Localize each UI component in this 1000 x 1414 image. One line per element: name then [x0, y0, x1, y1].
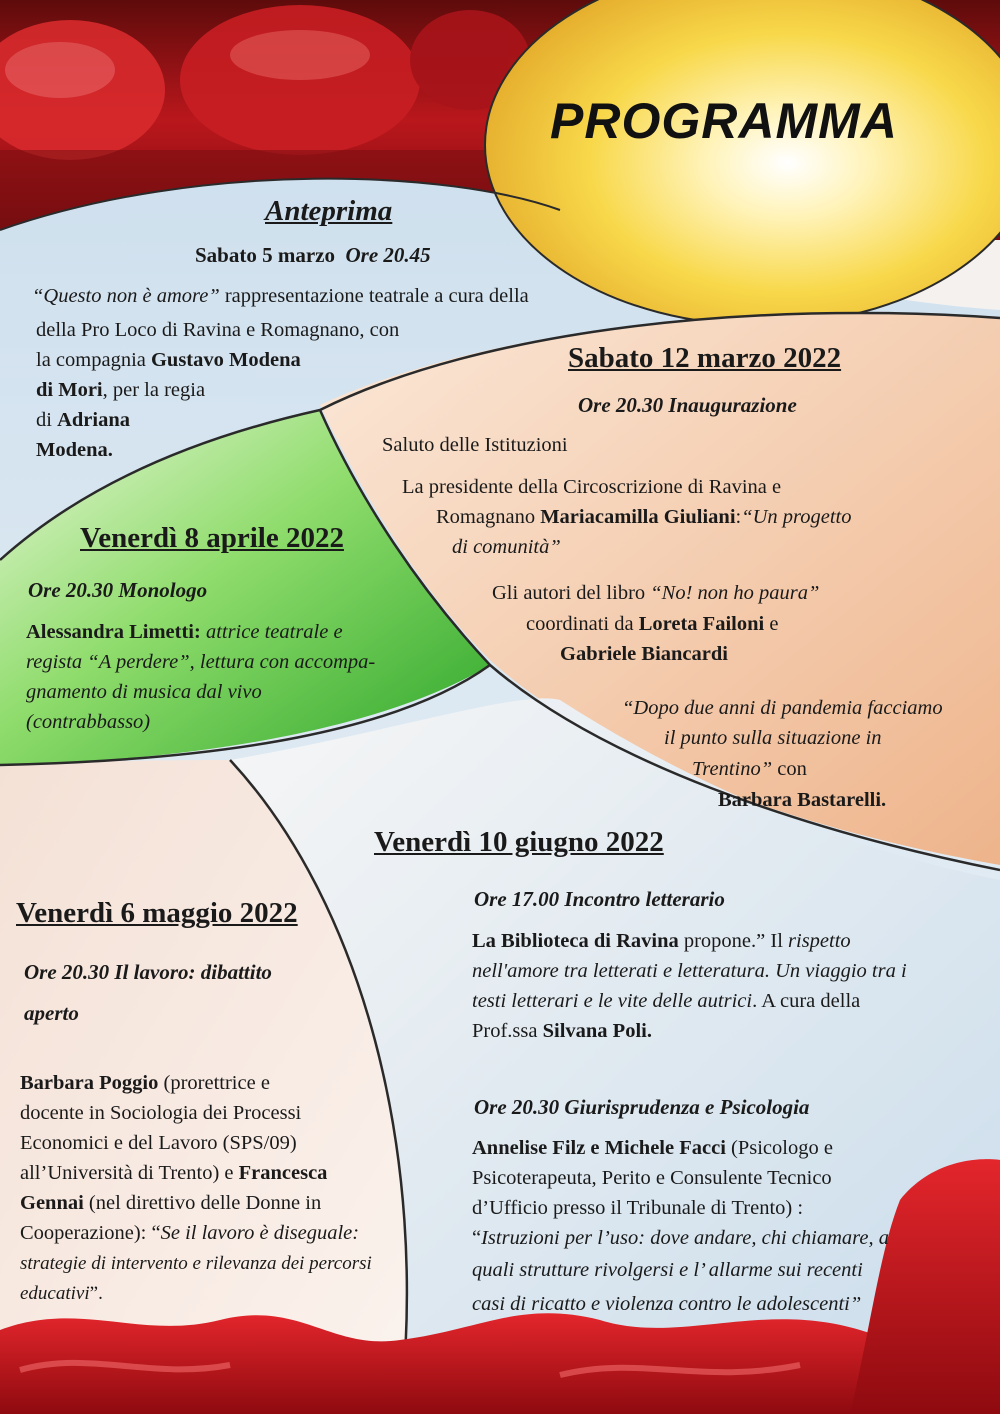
anteprima-line-6: Modena. [36, 439, 113, 461]
aprile8-heading: Venerdì 8 aprile 2022 [80, 522, 344, 554]
giugno10-subheading-1: Ore 17.00 Incontro letterario [474, 887, 725, 911]
marzo12-line-1: Saluto delle Istituzioni [382, 434, 568, 456]
giugno10-heading: Venerdì 10 giugno 2022 [374, 826, 664, 858]
marzo12-line-7: Gabriele Biancardi [560, 643, 728, 665]
giugno10-line-2: nell'amore tra letterati e letteratura. Un viaggio tra i [472, 960, 907, 982]
maggio6-heading: Venerdì 6 maggio 2022 [16, 897, 298, 929]
aprile8-line-3: gnamento di musica dal vivo [26, 681, 262, 703]
maggio6-line-8: educativi”. [20, 1283, 103, 1304]
marzo12-line-11: Barbara Bastarelli. [718, 789, 887, 811]
giugno10-line-1: La Biblioteca di Ravina propone.” Il rispetto [472, 930, 851, 952]
giugno10-line-6: Psicoterapeuta, Perito e Consulente Tecnico [472, 1167, 832, 1189]
marzo12-subheading: Ore 20.30 Inaugurazione [578, 393, 797, 417]
marzo12-line-6: coordinati da Loreta Failoni e [526, 613, 779, 635]
anteprima-line-2: della Pro Loco di Ravina e Romagnano, con [36, 319, 400, 341]
marzo12-line-8: “Dopo due anni di pandemia facciamo [622, 697, 943, 719]
marzo12-line-5: Gli autori del libro “No! non ho paura” [492, 582, 820, 604]
maggio6-line-4: all’Università di Trento) e Francesca [20, 1162, 328, 1184]
aprile8-line-2: regista “A perdere”, lettura con accompa- [26, 651, 376, 673]
aprile8-subheading: Ore 20.30 Monologo [28, 578, 208, 602]
maggio6-line-3: Economici e del Lavoro (SPS/09) [20, 1132, 297, 1154]
maggio6-line-2: docente in Sociologia dei Processi [20, 1102, 302, 1124]
maggio6-subheading-line-1: Ore 20.30 Il lavoro: dibattito [24, 960, 272, 984]
aprile8-line-1: Alessandra Limetti: attrice teatrale e [26, 621, 343, 643]
marzo12-line-9: il punto sulla situazione in [664, 727, 882, 749]
marzo12-line-4: di comunità” [452, 536, 561, 558]
marzo12-line-2: La presidente della Circoscrizione di Ravina e [402, 476, 782, 498]
anteprima-line-3: la compagnia Gustavo Modena [36, 349, 301, 371]
maggio6-line-5: Gennai (nel direttivo delle Donne in [20, 1192, 322, 1214]
maggio6-subheading-line-2: aperto [24, 1001, 79, 1025]
maggio6-line-6: Cooperazione): “Se il lavoro è diseguale: [20, 1222, 360, 1244]
giugno10-line-3: testi letterari e le vite delle autrici. A cura della [472, 990, 861, 1012]
anteprima-line-4: di Mori, per la regia [36, 379, 206, 401]
anteprima-datetime: Sabato 5 marzo Ore 20.45 [195, 243, 431, 267]
marzo12-line-10: Trentino” con [692, 758, 807, 780]
page-title: PROGRAMMA [550, 93, 898, 149]
maggio6-line-1: Barbara Poggio (prorettrice e [20, 1072, 270, 1094]
giugno10-line-10: casi di ricatto e violenza contro le adolescenti” [472, 1293, 862, 1315]
maggio6-line-7: strategie di intervento e rilevanza dei percorsi [20, 1253, 372, 1274]
giugno10-line-4: Prof.ssa Silvana Poli. [472, 1020, 652, 1042]
aprile8-line-4: (contrabbasso) [26, 711, 151, 733]
marzo12-line-3: Romagnano Mariacamilla Giuliani:“Un progetto [436, 506, 852, 528]
giugno10-line-9: quali strutture rivolgersi e l’ allarme sui recenti [472, 1259, 863, 1281]
anteprima-line-5: di Adriana [36, 409, 130, 431]
giugno10-line-5: Annelise Filz e Michele Facci (Psicologo e [472, 1137, 833, 1159]
anteprima-line-1: “Questo non è amore” rappresentazione teatrale a cura della [32, 285, 529, 307]
giugno10-subheading-2: Ore 20.30 Giurisprudenza e Psicologia [474, 1095, 810, 1119]
anteprima-heading: Anteprima [265, 195, 393, 227]
giugno10-line-7: d’Ufficio presso il Tribunale di Trento) : [472, 1197, 804, 1219]
giugno10-line-8: “Istruzioni per l’uso: dove andare, chi chiamare, a [472, 1227, 889, 1249]
marzo12-heading: Sabato 12 marzo 2022 [568, 342, 842, 374]
